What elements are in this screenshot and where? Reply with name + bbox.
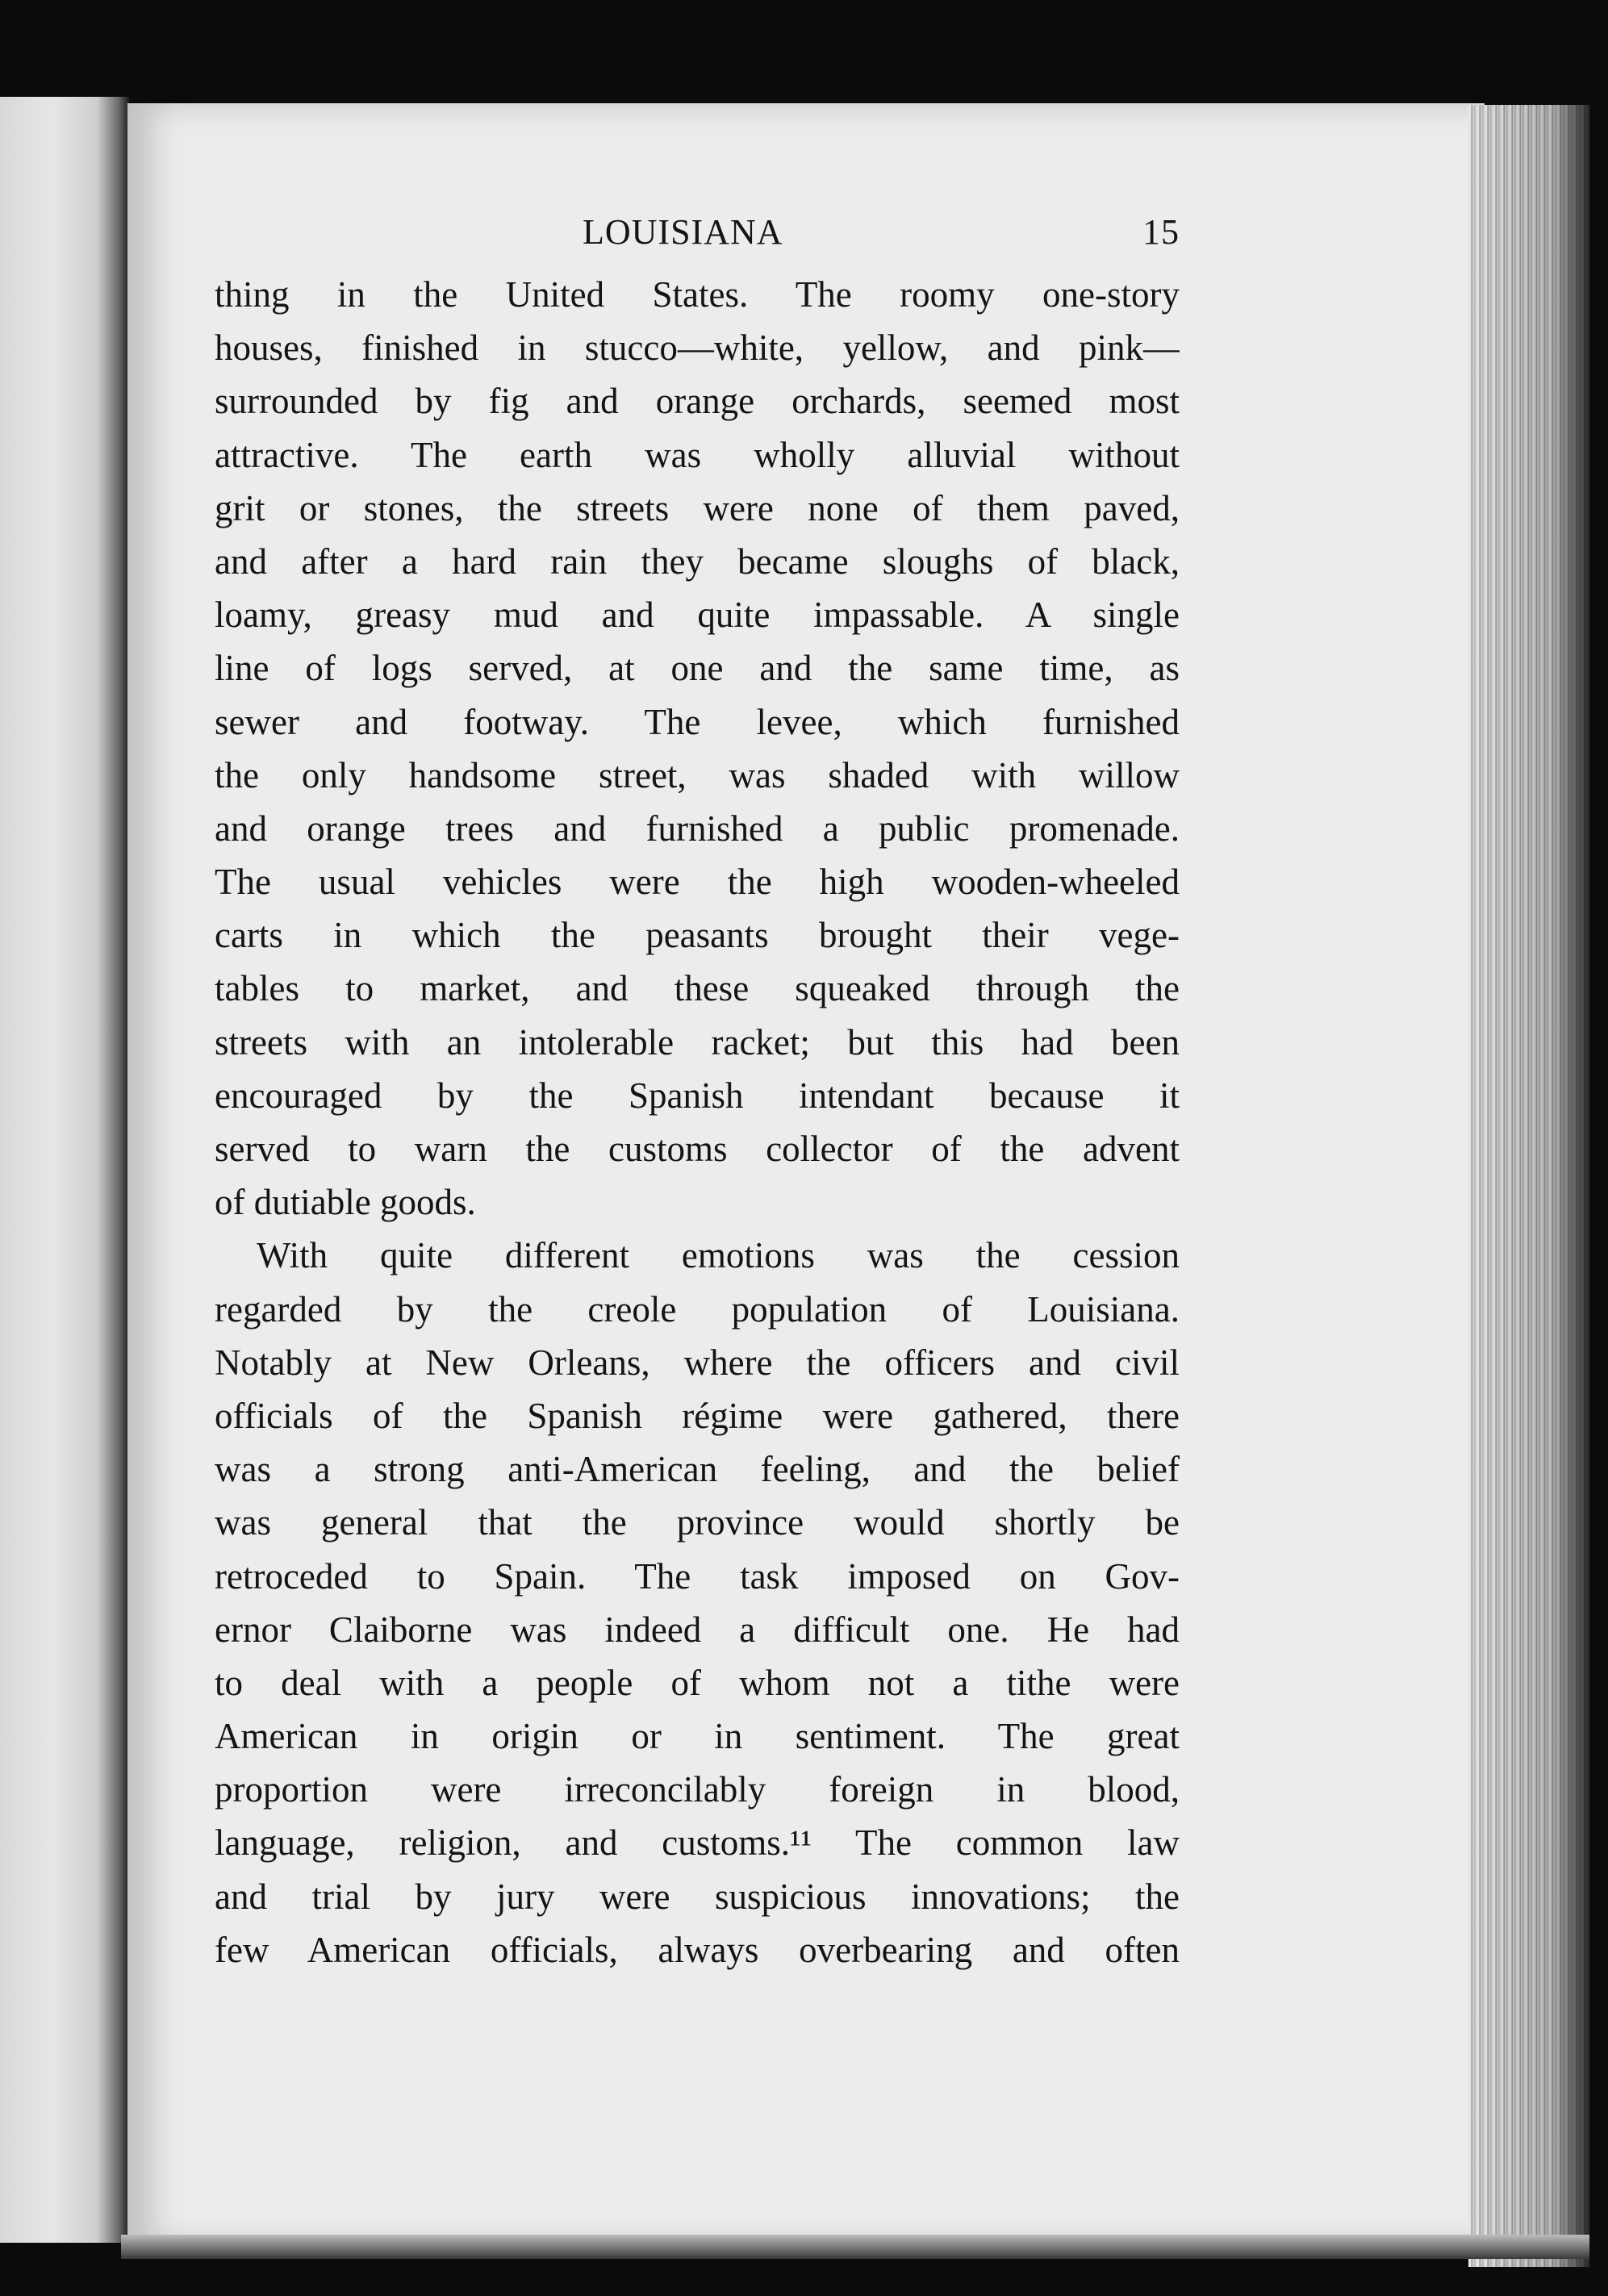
text-line: tables to market, and these squeaked through the [215,968,1180,1009]
text-line: streets with an intolerable racket; but this had been [215,1021,1180,1062]
text-line: sewer and footway. The levee, which furnished [215,701,1180,742]
text-line: language, religion, and customs.¹¹ The common law [215,1822,1180,1864]
text-line: was a strong anti-American feeling, and the belief [215,1449,1180,1490]
text-line: loamy, greasy mud and quite impassable. A single [215,595,1180,636]
text-line: American in origin or in sentiment. The great [215,1716,1180,1757]
running-head-title: LOUISIANA [583,212,783,252]
text-line: attractive. The earth was wholly alluvial without [215,434,1180,475]
text-line: Notably at New Orleans, where the officers and civil [215,1342,1180,1383]
text-line: to deal with a people of whom not a tithe were [215,1662,1180,1703]
text-line: served to warn the customs collector of the advent [215,1129,1180,1169]
text-line: carts in which the peasants brought their vege- [215,915,1180,956]
text-line: The usual vehicles were the high wooden-wheeled [215,862,1180,903]
facing-page-edge [0,97,129,2243]
running-head [215,211,1180,268]
text-line: houses, finished in stucco—white, yellow, and pink— [215,328,1180,369]
text-line: surrounded by fig and orange orchards, seemed most [215,381,1180,422]
text-line: thing in the United States. The roomy one-story [215,274,1180,315]
text-line: encouraged by the Spanish intendant because it [215,1075,1180,1116]
text-line: was general that the province would shortly be [215,1502,1180,1543]
text-line: proportion were irreconcilably foreign in blood, [215,1769,1180,1810]
text-line: regarded by the creole population of Louisiana. [215,1288,1180,1330]
text-line: few American officials, always overbearing and often [215,1929,1180,1970]
paragraph-end-line: of dutiable goods. [215,1182,476,1223]
bottom-book-edge [121,2235,1589,2259]
text-line: and after a hard rain they became sloughs of black, [215,541,1180,582]
page-stack-shadow [1468,105,1589,2267]
text-line: the only handsome street, was shaded with willow [215,754,1180,795]
text-line: officials of the Spanish régime were gathered, there [215,1395,1180,1436]
text-line: grit or stones, the streets were none of them paved, [215,487,1180,528]
text-line: line of logs served, at one and the same time, as [215,648,1180,689]
page-text-block [215,211,1180,1977]
page-number: 15 [1142,212,1180,252]
text-line: and orange trees and furnished a public promenade. [215,808,1180,849]
text-line: ernor Claiborne was indeed a difficult one. He had [215,1609,1180,1650]
text-line: and trial by jury were suspicious innovations; the [215,1876,1180,1917]
text-line: retroceded to Spain. The task imposed on Gov- [215,1555,1180,1597]
paragraph-start-line: With quite different emotions was the cession [257,1235,1180,1276]
